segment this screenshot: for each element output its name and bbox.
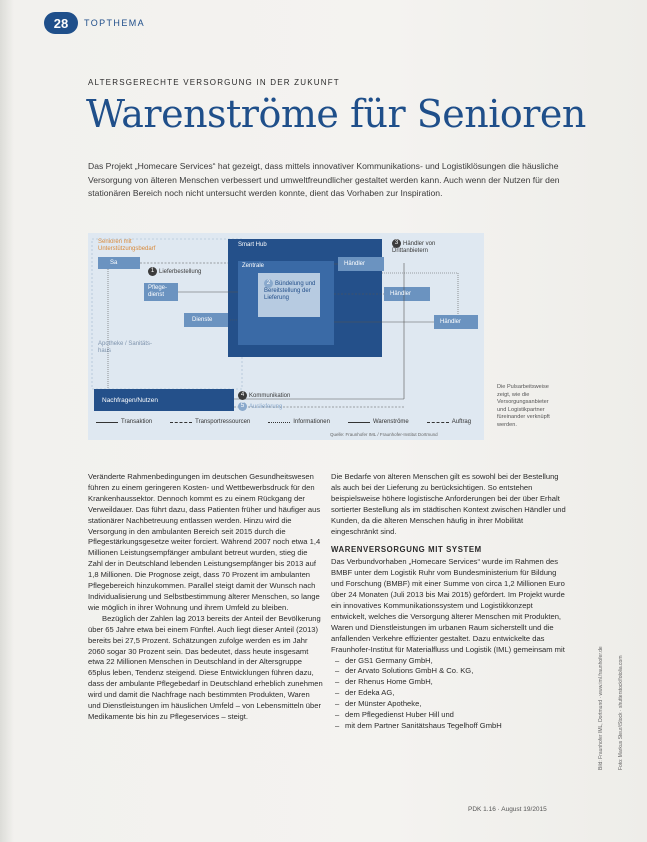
page-header — [44, 12, 145, 34]
box-haendler-1-label: Händler — [344, 261, 366, 267]
legend-line-dash — [427, 422, 449, 423]
box-pflege-label: Pflege-dienst — [148, 285, 168, 298]
section-subhead: WARENVERSORGUNG MIT SYSTEM — [331, 545, 482, 555]
side-credit-1: Bild: Fraunhofer IML, Dortmund · www.iml.fraunhofer.de — [598, 646, 604, 770]
label-apotheke: Apotheke / Sanitäts-haus — [98, 341, 153, 354]
step-1-icon: 1 — [148, 267, 157, 276]
legend-line-solid — [96, 422, 118, 423]
step-2-icon: 2 — [264, 279, 273, 288]
logistics-diagram — [88, 233, 484, 440]
legend-item: Auftrag — [427, 419, 471, 425]
list-item: – der GS1 Germany GmbH, — [331, 656, 567, 667]
smart-hub-center-text: 2 Bündelung und Bereitstellung der Lieferung — [264, 280, 316, 302]
box-sa-label: Sa — [110, 260, 118, 266]
list-item: – der Edeka AG, — [331, 688, 567, 699]
image-caption: Die Pulsarbeitsweise zeigt, wie die Versorgungsanbieter und Logistikpartner füreinander verknüpft werden. — [497, 384, 550, 428]
label-senioren: Senioren mit Unterstützungsbedarf — [98, 239, 156, 252]
list-item: – der Arvato Solutions GmbH & Co. KG, — [331, 666, 567, 677]
legend-item: Transportressourcen — [170, 419, 250, 425]
box-dienste-label: Dienste — [192, 317, 213, 323]
body-paragraph: Veränderte Rahmenbedingungen im deutschen Gesundheitswesen führen zu einem geringeren Kosten- und Wettbewerbsdruck für den Krankenhaussektor. Dennoch kommt es zu einem Rückgang der Verweildauer. Das führt dazu, dass Patienten früher und häufiger aus stationärer Nachbetreuung entlassen werden. Hinzu wird die Versorgung in den ambulanten Bereich seit 2015 durch die Pflegestärkungsgesetze weiter forciert. Während 2007 noch etwa 1,4 Millionen Leistungsempfänger ambulant betreut wurden, stieg die Zahl der in Deutschland lebenden Leistungsempfänger bis 2013 auf 1,8 Millionen. Die Prognose zeigt, dass 70 Prozent im ambulanten Pflegebereich hinzukommen. Parallel steigt damit der Wunsch nach Individualisierung und Selbstbestimmung älterer Menschen, so lange wie möglich in ihrer Wohnung und ihrem Umfeld zu bleiben. — [88, 472, 321, 612]
section-label: TOPTHEMA — [84, 18, 146, 28]
body-paragraph: Das Verbundvorhaben „Homecare Services“ wurde im Rahmen des BMBF unter dem Logistik Ruhr vom Bundesministerium für Bildung und Forschung (BMBF) mit einer Summe von circa 1,2 Millionen Euro über 24 Monaten (Juli 2013 bis Mai 2015) gefördert. Im Projekt wurde ein innovatives Kommunikationssystem und Logistikkonzept entwickelt, welches die Versorgung älterer Menschen mit Produkten, Waren und Dienstleistungen im urbanen Raum sicherstellt und die anfallenden Verkehre effizienter gestaltet. Dazu entwickelte das Fraunhofer-Institut für Materialfluss und Logistik (IML) gemeinsam mit — [331, 557, 565, 654]
legend-item: Transaktion — [96, 419, 152, 425]
legend-item: Warenströme — [348, 419, 409, 425]
body-paragraph: Bezüglich der Zahlen lag 2013 bereits der Anteil der Bevölkerung über 65 Jahre etwa bei einem Fünftel. Auch liegt dieser Anteil (2013) bereits bei 27,5 Prozent. Schätzungen zufolge werden es im Jahr 2060 sogar 30 Prozent sein. Das bedeutet, dass heute insgesamt etwa 22 Millionen Menschen in Deutschland in der Altersgruppe 65plus leben, Tendenz steigend. Diese Entwicklungen führen dazu, dass der ambulante Pflegebedarf in Deutschland erheblich zunehmen wird und damit die Nachfrage nach bestimmten Produkten, Waren und Dienstleistungen im häuslichen Umfeld – von Lebensmitteln über Medikamente bis hin zu Pflegeservices – steigt. — [88, 613, 323, 721]
box-sa — [98, 257, 140, 269]
box-haendler-3-label: Händler — [440, 319, 462, 325]
partner-list — [331, 656, 567, 732]
box-nachfragen-label: Nachfragen/Nutzen — [102, 397, 159, 404]
step-5-icon: 5 — [238, 402, 247, 411]
body-column-left — [88, 472, 324, 723]
page-footer: PDK 1.16 · August 19/2015 — [468, 806, 547, 813]
article-kicker: ALTERSGERECHTE VERSORGUNG IN DER ZUKUNFT — [88, 78, 340, 87]
step-4-icon: 4 — [238, 391, 247, 400]
label-haendler-dritt: 3 Händler von Drittanbietern — [392, 240, 436, 255]
box-haendler-2-label: Händler — [390, 291, 412, 297]
diagram-graphic — [88, 233, 484, 440]
body-paragraph: Die Bedarfe von älteren Menschen gilt es sowohl bei der Bestellung als auch bei der Lieferung zu berücksichtigen. So entstehen beispielsweise höhere logistische Anforderungen bei der über Erhalt sortierter Bestellung als im städtischen Kontext zwischen Händler und Kunden, da die älteren Menschen häufig in ihrer Mobilität eingeschränkt sind. — [331, 472, 566, 536]
page-number-badge: 28 — [44, 12, 78, 34]
smart-hub-inner-title: Zentrale — [242, 263, 265, 269]
label-kommunikation: 4 Kommunikation — [238, 391, 290, 400]
list-item: – der Rhenus Home GmbH, — [331, 677, 567, 688]
article-title: Warenströme für Senioren — [86, 92, 586, 136]
side-credit-2: Foto: Markus Steur/iStock · shutterstock/fotolia.com — [618, 655, 624, 770]
list-item: – mit dem Partner Sanitätshaus Tegelhoff GmbH — [331, 721, 567, 732]
diagram-legend — [96, 419, 486, 425]
smart-hub-title: Smart Hub — [238, 242, 267, 248]
legend-line-dash — [170, 422, 192, 423]
body-column-right — [331, 472, 567, 732]
list-item: – der Münster Apotheke, — [331, 699, 567, 710]
legend-line-solid — [348, 422, 370, 423]
article-intro: Das Projekt „Homecare Services“ hat gezeigt, dass mittels innovativer Kommunikations- und Logistiklösungen die häusliche Versorgung von älteren Menschen verbessert und umweltfreundlicher gestaltet werden kann. Auch wenn der Nutzen für den stationären Bereich noch nicht untersucht werden konnte, dient das Vorhaben zur Inspiration. — [88, 161, 560, 198]
step-3-icon: 3 — [392, 239, 401, 248]
legend-line-dot — [268, 422, 290, 423]
list-item: – dem Pflegedienst Huber Hill und — [331, 710, 567, 721]
legend-item: Informationen — [268, 419, 330, 425]
diagram-source: Quelle: Fraunhofer IML / Fraunhofer-Institut Dortmund — [330, 432, 438, 437]
label-auslieferung: 5 Auslieferung — [238, 402, 282, 411]
label-bestellung: 1 Lieferbestellung — [148, 267, 201, 276]
